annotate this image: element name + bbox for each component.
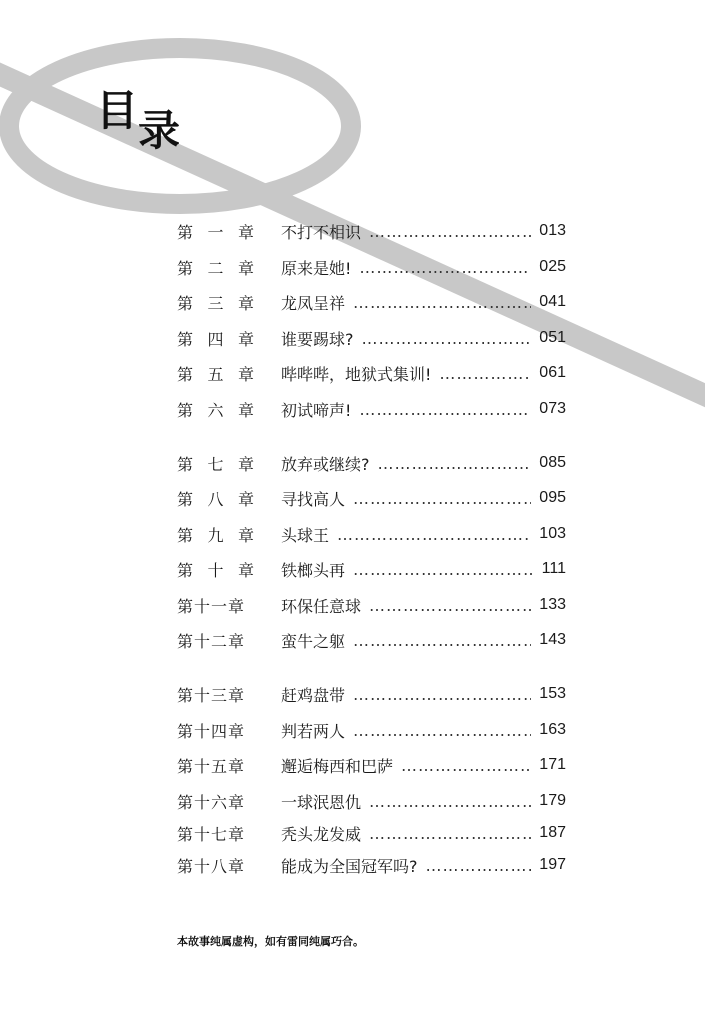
chapter-label-char: 章 — [237, 258, 254, 278]
page-number: 061 — [539, 364, 566, 381]
chapter-title: 龙凤呈祥 — [281, 293, 346, 313]
page-number: 025 — [539, 258, 566, 275]
chapter-label-char: 十 — [207, 560, 224, 580]
chapter-title: 能成为全国冠军吗? — [281, 856, 418, 876]
chapter-label-char: 七 — [207, 454, 224, 474]
chapter-label-char: 六 — [207, 400, 224, 420]
page-number: 163 — [539, 721, 566, 738]
chapter-label-char: 第 — [177, 525, 194, 545]
chapter-label-char: 九 — [207, 525, 224, 545]
page-number: 153 — [539, 685, 566, 702]
chapter-label: 第十三章 — [177, 685, 246, 705]
dot-leader — [353, 560, 534, 579]
toc-entry[interactable] — [177, 522, 566, 546]
chapter-label: 第十二章 — [177, 631, 246, 651]
disclaimer-footnote: 本故事纯属虚构，如有雷同纯属巧合。 — [177, 935, 364, 948]
page-number: 171 — [539, 756, 566, 773]
chapter-label-char: 章 — [237, 454, 254, 474]
toc-entry[interactable] — [177, 821, 566, 845]
dot-leader — [378, 454, 532, 473]
chapter-label-char: 第 — [177, 329, 194, 349]
page-number: 095 — [539, 489, 566, 506]
chapter-title: 一球泯恩仇 — [281, 792, 362, 812]
page-number: 051 — [539, 329, 566, 346]
dot-leader — [439, 364, 531, 383]
chapter-label-char: 第 — [177, 258, 194, 278]
chapter-label — [177, 487, 254, 510]
chapter-label-char: 章 — [237, 222, 254, 242]
chapter-label-char: 章 — [237, 489, 254, 509]
toc-entry[interactable] — [177, 593, 566, 617]
chapter-title: 哔哔哔，地狱式集训! — [281, 364, 432, 384]
chapter-title: 铁榔头再 — [281, 560, 346, 580]
page-number: 013 — [539, 222, 566, 239]
toc-entry[interactable] — [177, 853, 566, 877]
chapter-label: 第十八章 — [177, 856, 246, 876]
chapter-label-char: 章 — [237, 525, 254, 545]
chapter-label-char: 五 — [207, 364, 224, 384]
chapter-label-char: 章 — [237, 293, 254, 313]
chapter-label-char: 第 — [177, 560, 194, 580]
dot-leader — [337, 525, 531, 544]
chapter-title: 寻找高人 — [281, 489, 346, 509]
chapter-label-char: 第 — [177, 400, 194, 420]
dot-leader — [401, 756, 531, 775]
dot-leader — [426, 856, 532, 875]
chapter-label: 第十六章 — [177, 792, 246, 812]
toc-entry[interactable] — [177, 753, 566, 777]
dot-leader — [362, 329, 532, 348]
dot-leader — [353, 489, 531, 508]
page-number: 085 — [539, 454, 566, 471]
chapter-label-char: 八 — [207, 489, 224, 509]
page-number: 111 — [541, 560, 566, 577]
chapter-label-char: 第 — [177, 364, 194, 384]
dot-leader — [359, 400, 531, 419]
chapter-title: 秃头龙发威 — [281, 824, 362, 844]
page-number: 143 — [539, 631, 566, 648]
chapter-label-char: 第 — [177, 454, 194, 474]
chapter-label: 第十五章 — [177, 756, 246, 776]
page-number: 187 — [539, 824, 566, 841]
chapter-title: 初试啼声! — [281, 400, 352, 420]
chapter-title: 谁要踢球? — [281, 329, 354, 349]
toc-entry[interactable] — [177, 628, 566, 652]
toc-entry[interactable] — [177, 290, 566, 314]
toc-entry[interactable] — [177, 219, 566, 243]
toc-entry[interactable] — [177, 557, 566, 581]
chapter-label — [177, 362, 254, 385]
chapter-label — [177, 256, 254, 279]
toc-entry[interactable] — [177, 326, 566, 350]
page-number: 103 — [539, 525, 566, 542]
chapter-label — [177, 452, 254, 475]
chapter-title: 蛮牛之躯 — [281, 631, 346, 651]
toc-entry[interactable] — [177, 486, 566, 510]
chapter-label-char: 章 — [237, 560, 254, 580]
chapter-label-char: 第 — [177, 489, 194, 509]
chapter-label-char: 二 — [207, 258, 224, 278]
chapter-label: 第十一章 — [177, 596, 246, 616]
chapter-label — [177, 291, 254, 314]
chapter-label — [177, 327, 254, 350]
chapter-label-char: 一 — [207, 222, 224, 242]
page-title-char-1: 目 — [96, 86, 139, 135]
chapter-title: 头球王 — [281, 525, 330, 545]
chapter-label — [177, 558, 254, 581]
dot-leader — [359, 258, 531, 277]
page-number: 133 — [539, 596, 566, 613]
dot-leader — [353, 293, 531, 312]
chapter-label-char: 三 — [207, 293, 224, 313]
toc-entry[interactable] — [177, 789, 566, 813]
dot-leader — [369, 222, 531, 241]
chapter-title: 环保任意球 — [281, 596, 362, 616]
chapter-label: 第十四章 — [177, 721, 246, 741]
chapter-label-char: 四 — [207, 329, 224, 349]
chapter-label-char: 第 — [177, 222, 194, 242]
dot-leader — [353, 631, 531, 650]
toc-entry[interactable] — [177, 682, 566, 706]
dot-leader — [353, 685, 531, 704]
page-number: 041 — [539, 293, 566, 310]
chapter-title: 不打不相识 — [281, 222, 362, 242]
chapter-label-char: 第 — [177, 293, 194, 313]
page-number: 073 — [539, 400, 566, 417]
toc-entry[interactable] — [177, 451, 566, 475]
dot-leader — [369, 596, 531, 615]
chapter-title: 赶鸡盘带 — [281, 685, 346, 705]
toc-entry[interactable] — [177, 255, 566, 279]
dot-leader — [369, 824, 531, 843]
chapter-title: 原来是她! — [281, 258, 352, 278]
toc-entry[interactable] — [177, 361, 566, 385]
chapter-label-char: 章 — [237, 329, 254, 349]
page-title-char-2: 录 — [138, 106, 181, 155]
toc-entry[interactable] — [177, 718, 566, 742]
chapter-label-char: 章 — [237, 400, 254, 420]
toc-entry[interactable] — [177, 397, 566, 421]
dot-leader — [353, 721, 531, 740]
chapter-label-char: 章 — [237, 364, 254, 384]
chapter-label — [177, 523, 254, 546]
dot-leader — [369, 792, 531, 811]
page-number: 179 — [539, 792, 566, 809]
chapter-label: 第十七章 — [177, 824, 246, 844]
chapter-title: 判若两人 — [281, 721, 346, 741]
chapter-title: 放弃或继续? — [281, 454, 370, 474]
chapter-label — [177, 220, 254, 243]
page-number: 197 — [539, 856, 566, 873]
chapter-title: 邂逅梅西和巴萨 — [281, 756, 394, 776]
chapter-label — [177, 398, 254, 421]
